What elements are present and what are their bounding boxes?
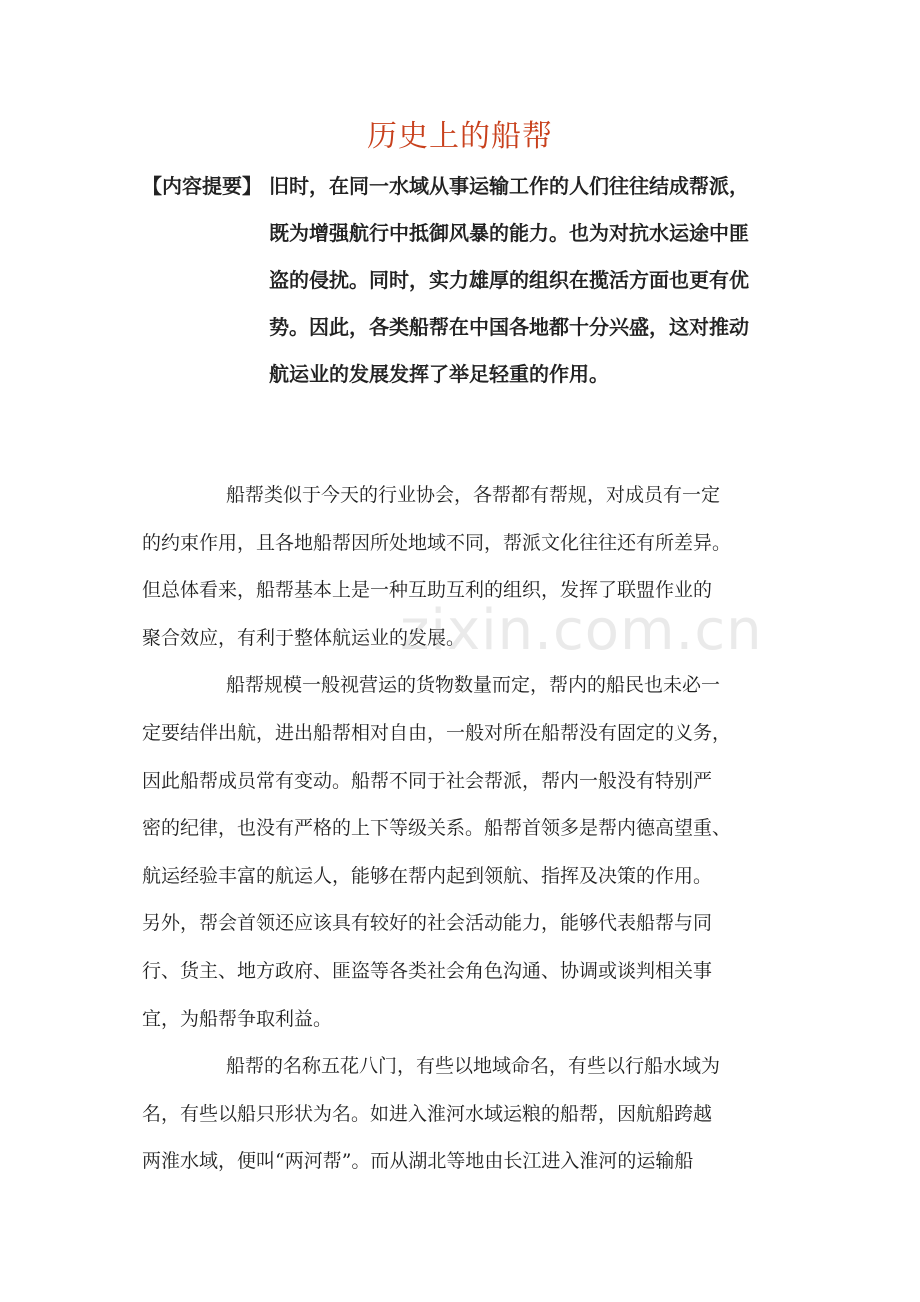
text-line: 船帮类似于今天的行业协会，各帮都有帮规，对成员有一定 [226, 484, 721, 506]
abstract-line: 盗的侵扰。同时，实力雄厚的组织在揽活方面也更有优 [269, 268, 749, 292]
text-line: 因此船帮成员常有变动。船帮不同于社会帮派，帮内一般没有特别严 [142, 769, 713, 792]
abstract-line: 航运业的发展发挥了举足轻重的作用。 [269, 362, 609, 386]
text-line: 船帮规模一般视营运的货物数量而定，帮内的船民也未必一 [226, 674, 721, 697]
abstract-line: 势。因此，各类船帮在中国各地都十分兴盛，这对推动 [269, 315, 749, 339]
text-line: 但总体看来，船帮基本上是一种互助互利的组织，发挥了联盟作业的 [142, 579, 713, 602]
text-line: 密的纪律，也没有严格的上下等级关系。船帮首领多是帮内德高望重、 [142, 817, 732, 840]
paragraph-2 [142, 662, 792, 1043]
document-title: 历史上的船帮 [367, 119, 553, 154]
text-line: 另外，帮会首领还应该具有较好的社会活动能力，能够代表船帮与同 [142, 912, 713, 935]
paragraph-3 [142, 1043, 792, 1186]
text-line: 两淮水域，便叫“两河帮”。而从湖北等地由长江进入淮河的运输船 [142, 1150, 694, 1173]
body-text [142, 472, 792, 1186]
text-line: 船帮的名称五花八门，有些以地域命名，有些以行船水域为 [226, 1055, 721, 1078]
text-line: 行、货主、地方政府、匪盗等各类社会角色沟通、协调或谈判相关事 [142, 959, 713, 982]
paragraph-1 [142, 472, 792, 662]
abstract-label: 【内容提要】 [142, 174, 262, 198]
text-line: 航运经验丰富的航运人，能够在帮内起到领航、指挥及决策的作用。 [142, 864, 713, 887]
abstract-line: 旧时，在同一水域从事运输工作的人们往往结成帮派， [269, 174, 749, 198]
text-line: 聚合效应，有利于整体航运业的发展。 [142, 626, 466, 649]
abstract-line: 既为增强航行中抵御风暴的能力。也为对抗水运途中匪 [269, 221, 749, 245]
watermark: zixin.com.cn [400, 598, 763, 663]
text-line: 名，有些以船只形状为名。如进入淮河水域运粮的船帮，因航船跨越 [142, 1102, 713, 1125]
text-line: 宜，为船帮争取利益。 [142, 1007, 333, 1030]
abstract-text [269, 163, 792, 398]
text-line: 的约束作用，且各地船帮因所处地域不同，帮派文化往往还有所差异。 [142, 531, 732, 554]
text-line: 定要结伴出航，进出船帮相对自由，一般对所在船帮没有固定的义务， [142, 721, 732, 744]
